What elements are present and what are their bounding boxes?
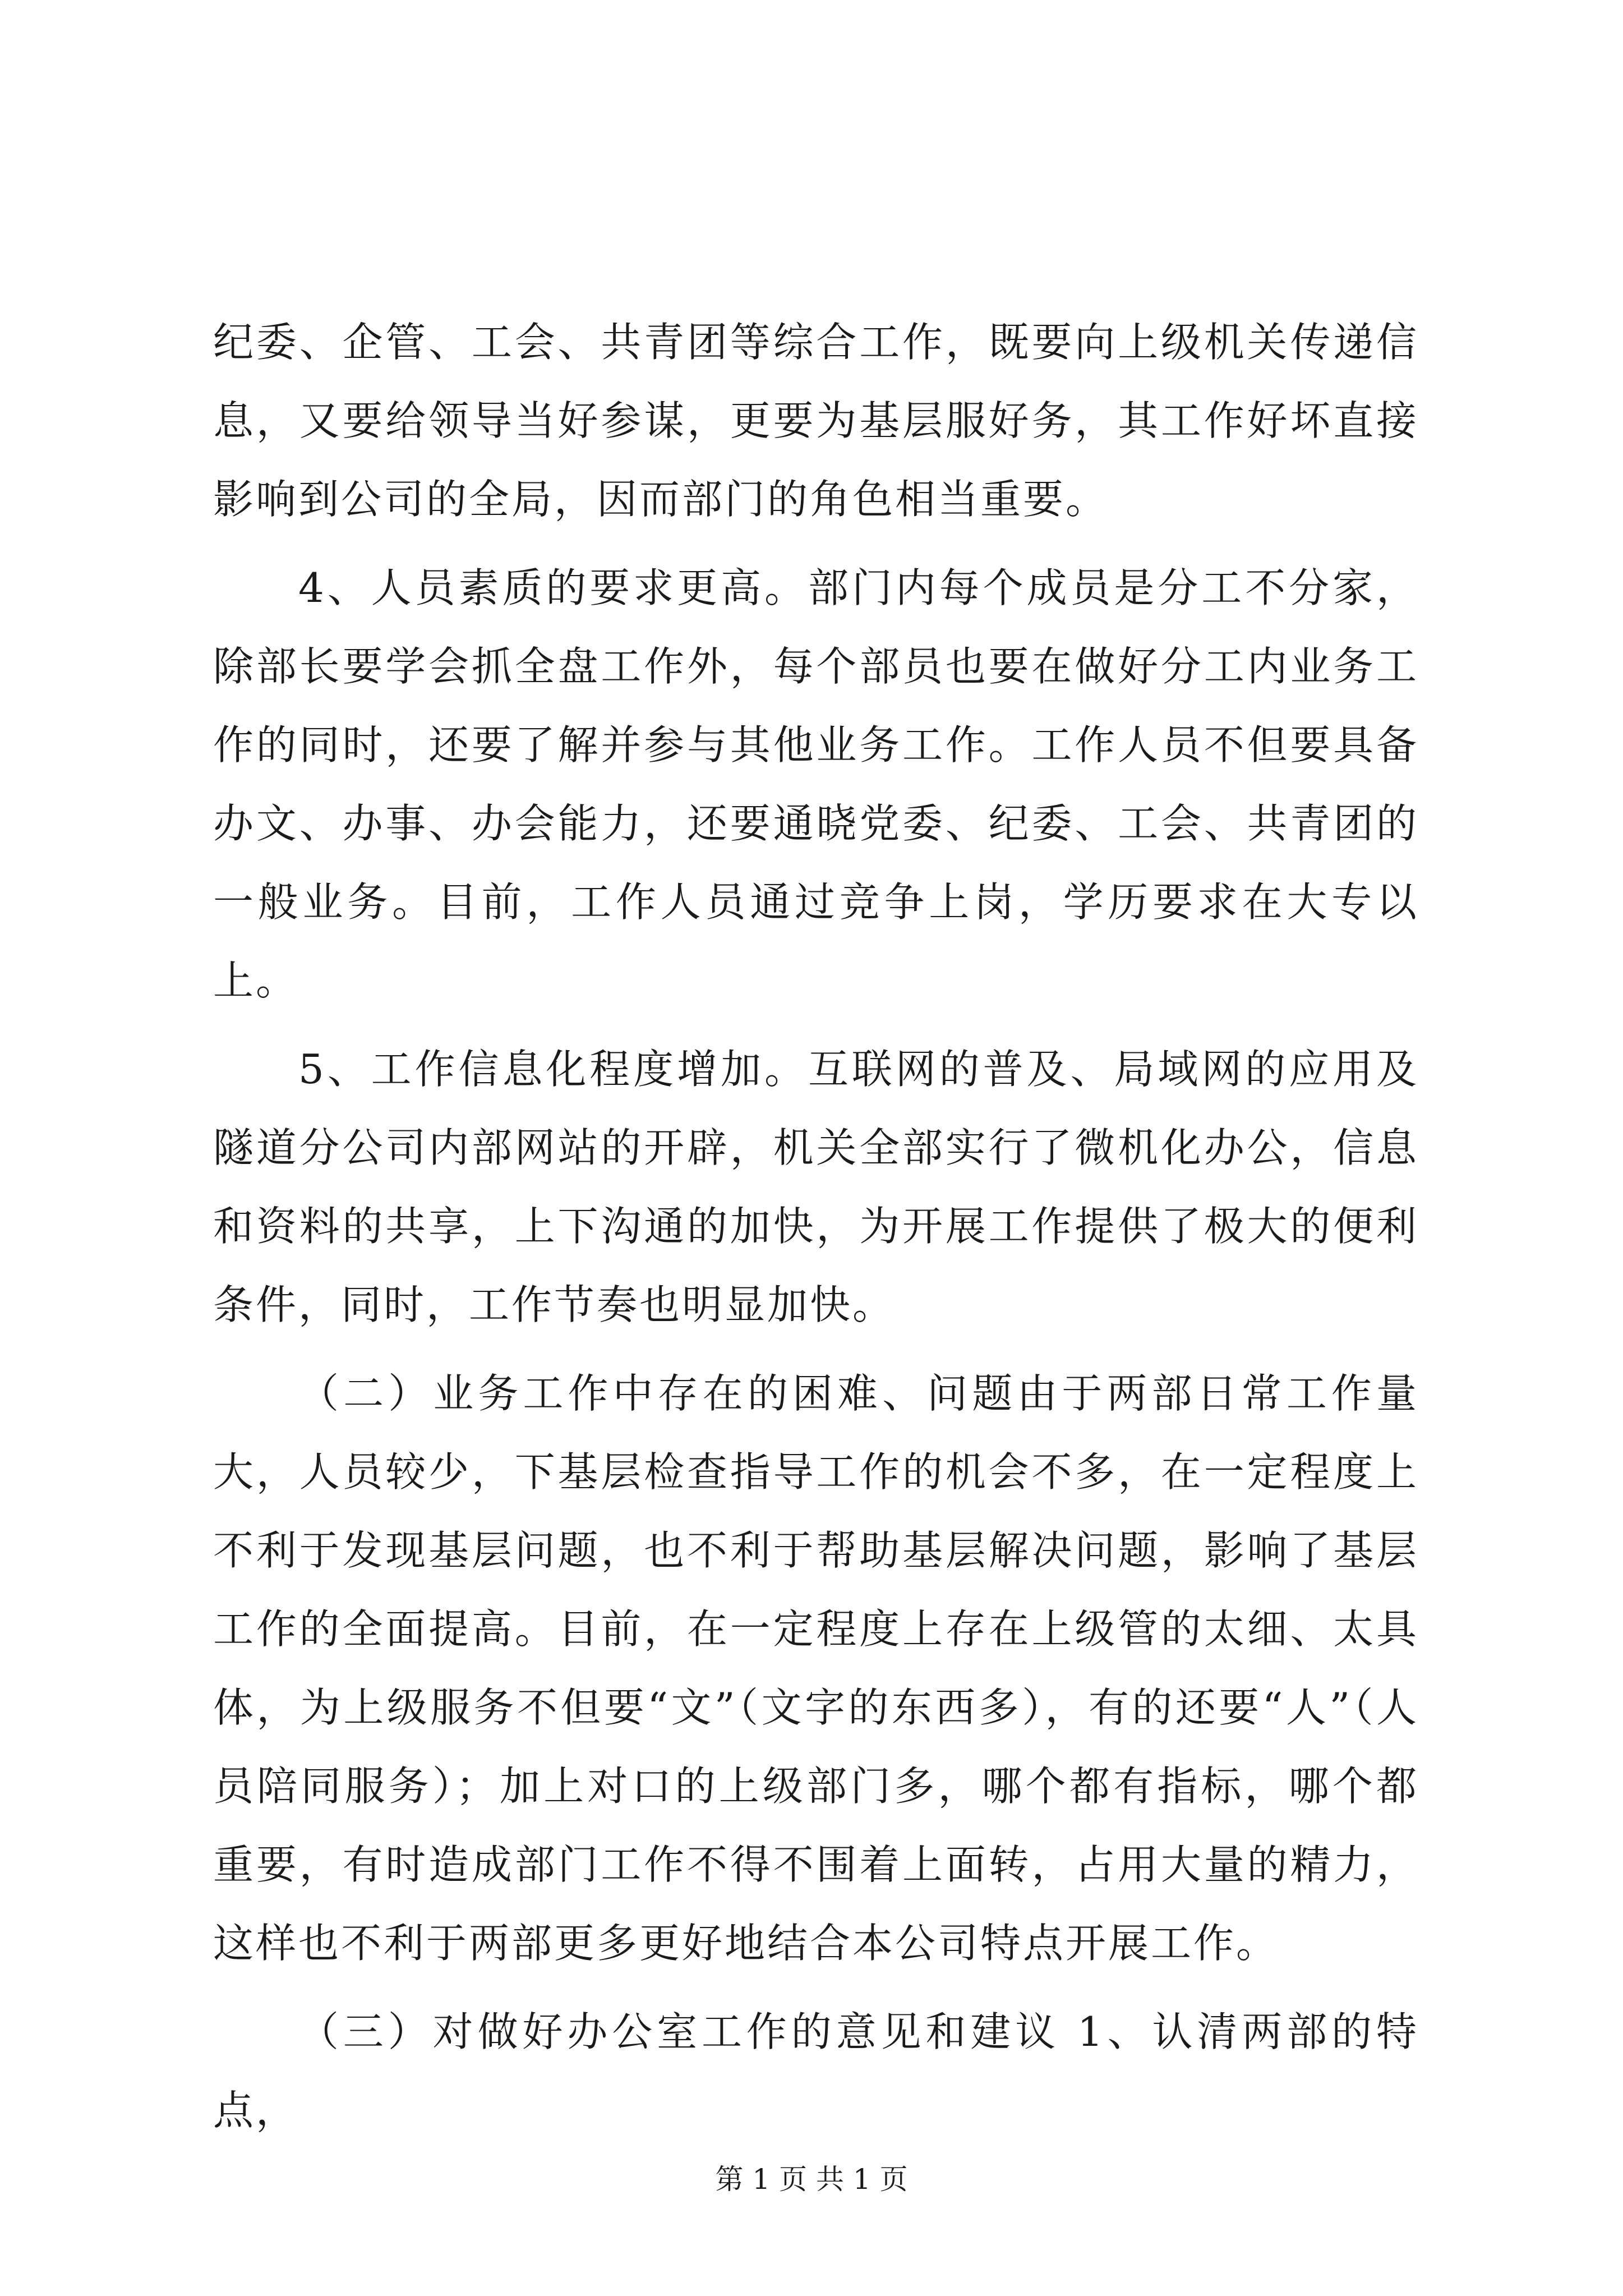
document-body: [213, 303, 1419, 2150]
paragraph-1: 纪委、企管、工会、共青团等综合工作，既要向上级机关传递信息，又要给领导当好参谋，更要为基层服好务，其工作好坏直接影响到公司的全局，因而部门的角色相当重要。: [213, 319, 1419, 523]
paragraph-5: （三）对做好办公室工作的意见和建议 1、认清两部的特点，: [213, 2008, 1419, 2134]
paragraph-3: 5、工作信息化程度增加。互联网的普及、局域网的应用及隧道分公司内部网站的开辟，机关全部实行了微机化办公，信息和资料的共享，上下沟通的加快，为开展工作提供了极大的便利条件，同时，工作节奏也明显加快。: [213, 1046, 1419, 1328]
page-number-footer: 第 1 页 共 1 页: [715, 2163, 908, 2196]
paragraph-4: （二）业务工作中存在的困难、问题由于两部日常工作量大，人员较少，下基层检查指导工作的机会不多，在一定程度上不利于发现基层问题，也不利于帮助基层解决问题，影响了基层工作的全面提高。目前，在一定程度上存在上级管的太细、太具体，为上级服务不但要“文”（文字的东西多），有的还要“人”（人员陪同服务）；加上对口的上级部门多，哪个都有指标，哪个都重要，有时造成部门工作不得不围着上面转，占用大量的精力，这样也不利于两部更多更好地结合本公司特点开展工作。: [213, 1370, 1419, 1967]
paragraph-2: 4、人员素质的要求更高。部门内每个成员是分工不分家，除部长要学会抓全盘工作外，每个部员也要在做好分工内业务工作的同时，还要了解并参与其他业务工作。工作人员不但要具备办文、办事、办会能力，还要通晓党委、纪委、工会、共青团的一般业务。目前，工作人员通过竞争上岗，学历要求在大专以上。: [213, 564, 1419, 1004]
